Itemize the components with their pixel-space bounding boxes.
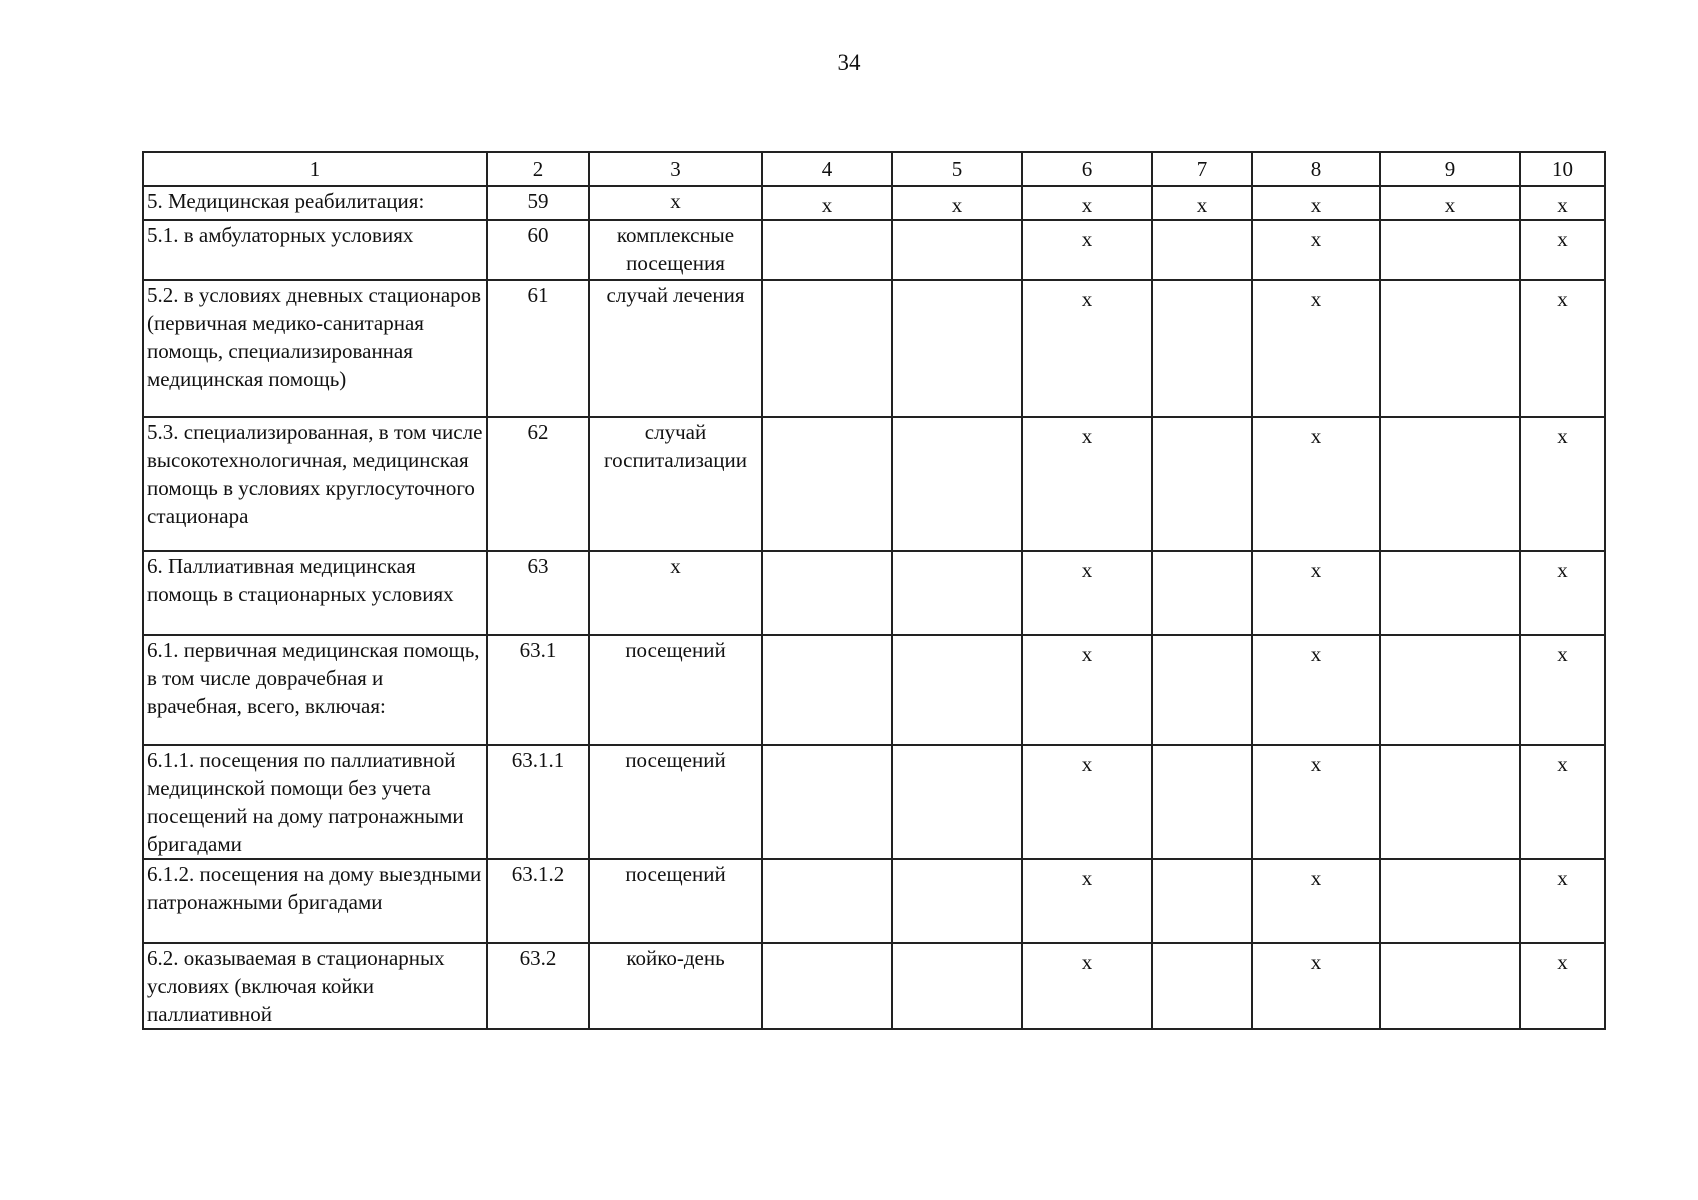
cell-mark: х xyxy=(1081,227,1093,251)
cell-col-6 xyxy=(1022,220,1152,280)
column-number: 2 xyxy=(487,152,589,186)
cell-col-4 xyxy=(762,280,892,417)
table-row xyxy=(143,417,1605,551)
cell-col-5 xyxy=(892,417,1022,551)
row-unit: посещений xyxy=(589,635,762,745)
column-number: 10 xyxy=(1520,152,1605,186)
cell-col-7 xyxy=(1152,859,1252,943)
row-unit: посещений xyxy=(589,745,762,859)
cell-col-8 xyxy=(1252,551,1380,635)
cell-col-10 xyxy=(1520,280,1605,417)
cell-col-4 xyxy=(762,186,892,220)
row-unit: х xyxy=(589,186,762,220)
cell-col-9 xyxy=(1380,859,1520,943)
cell-col-5 xyxy=(892,186,1022,220)
cell-mark: х xyxy=(1081,424,1093,448)
table-row xyxy=(143,635,1605,745)
cell-mark: х xyxy=(1444,193,1456,217)
column-number: 3 xyxy=(589,152,762,186)
cell-mark: х xyxy=(1310,227,1322,251)
row-code: 63.1.2 xyxy=(487,859,589,943)
row-description: 5.3. специализированная, в том числе высокотехнологичная, медицинская помощь в условиях круглосуточного стационара xyxy=(143,417,487,551)
cell-col-7 xyxy=(1152,220,1252,280)
cell-mark: х xyxy=(1557,950,1568,974)
column-number: 5 xyxy=(892,152,1022,186)
cell-col-5 xyxy=(892,943,1022,1029)
cell-col-6 xyxy=(1022,417,1152,551)
cell-col-7 xyxy=(1152,280,1252,417)
cell-mark: х xyxy=(1310,866,1322,890)
cell-col-9 xyxy=(1380,745,1520,859)
row-code: 59 xyxy=(487,186,589,220)
cell-mark: х xyxy=(1310,950,1322,974)
cell-mark: х xyxy=(1196,193,1208,217)
table-row xyxy=(143,186,1605,220)
cell-mark: х xyxy=(1557,424,1568,448)
column-number: 4 xyxy=(762,152,892,186)
cell-col-4 xyxy=(762,220,892,280)
cell-col-6 xyxy=(1022,745,1152,859)
cell-col-10 xyxy=(1520,417,1605,551)
cell-col-9 xyxy=(1380,943,1520,1029)
cell-col-6 xyxy=(1022,280,1152,417)
row-unit: случай лечения xyxy=(589,280,762,417)
cell-col-5 xyxy=(892,280,1022,417)
cell-mark: х xyxy=(1081,642,1093,666)
cell-col-9 xyxy=(1380,220,1520,280)
cell-mark: х xyxy=(1081,193,1093,217)
cell-col-8 xyxy=(1252,745,1380,859)
cell-mark: х xyxy=(1557,287,1568,311)
row-unit: комплексные посещения xyxy=(589,220,762,280)
cell-mark: х xyxy=(1081,866,1093,890)
row-description: 6.1. первичная медицинская помощь, в том числе доврачебная и врачебная, всего, включая: xyxy=(143,635,487,745)
row-description: 6.1.2. посещения на дому выездными патронажными бригадами xyxy=(143,859,487,943)
cell-col-9 xyxy=(1380,280,1520,417)
cell-col-4 xyxy=(762,745,892,859)
cell-col-4 xyxy=(762,635,892,745)
cell-col-10 xyxy=(1520,635,1605,745)
cell-mark: х xyxy=(1557,866,1568,890)
cell-mark: х xyxy=(1557,193,1568,217)
table-header-row xyxy=(143,152,1605,186)
cell-col-6 xyxy=(1022,859,1152,943)
row-code: 63.2 xyxy=(487,943,589,1029)
cell-col-5 xyxy=(892,745,1022,859)
cell-col-7 xyxy=(1152,417,1252,551)
cell-mark: х xyxy=(1081,752,1093,776)
row-code: 62 xyxy=(487,417,589,551)
row-code: 61 xyxy=(487,280,589,417)
table-row xyxy=(143,745,1605,859)
column-number: 6 xyxy=(1022,152,1152,186)
cell-col-5 xyxy=(892,635,1022,745)
cell-mark: х xyxy=(1310,287,1322,311)
cell-col-6 xyxy=(1022,186,1152,220)
cell-col-4 xyxy=(762,551,892,635)
cell-col-4 xyxy=(762,943,892,1029)
cell-col-8 xyxy=(1252,417,1380,551)
cell-mark: х xyxy=(1310,558,1322,582)
cell-col-8 xyxy=(1252,859,1380,943)
cell-mark: х xyxy=(1081,558,1093,582)
column-number: 1 xyxy=(143,152,487,186)
cell-mark: х xyxy=(1557,227,1568,251)
row-description: 5. Медицинская реабилитация: xyxy=(143,186,487,220)
cell-col-10 xyxy=(1520,220,1605,280)
row-code: 63 xyxy=(487,551,589,635)
table-body xyxy=(143,152,1605,1029)
column-number: 9 xyxy=(1380,152,1520,186)
cell-mark: х xyxy=(1310,424,1322,448)
cell-mark: х xyxy=(1310,642,1322,666)
row-code: 63.1 xyxy=(487,635,589,745)
cell-col-7 xyxy=(1152,745,1252,859)
cell-mark: х xyxy=(1310,752,1322,776)
cell-col-7 xyxy=(1152,186,1252,220)
cell-mark: х xyxy=(821,193,833,217)
cell-col-10 xyxy=(1520,745,1605,859)
row-unit: койко-день xyxy=(589,943,762,1029)
cell-col-10 xyxy=(1520,859,1605,943)
cell-col-10 xyxy=(1520,551,1605,635)
table-row xyxy=(143,943,1605,1029)
cell-col-8 xyxy=(1252,186,1380,220)
column-number: 8 xyxy=(1252,152,1380,186)
cell-col-7 xyxy=(1152,551,1252,635)
row-description: 5.1. в амбулаторных условиях xyxy=(143,220,487,280)
cell-mark: х xyxy=(1310,193,1322,217)
cell-col-9 xyxy=(1380,417,1520,551)
cell-col-8 xyxy=(1252,943,1380,1029)
row-unit: посещений xyxy=(589,859,762,943)
cell-col-8 xyxy=(1252,220,1380,280)
row-code: 63.1.1 xyxy=(487,745,589,859)
cell-col-5 xyxy=(892,220,1022,280)
table-row xyxy=(143,280,1605,417)
cell-mark: х xyxy=(1557,752,1568,776)
cell-col-10 xyxy=(1520,186,1605,220)
row-code: 60 xyxy=(487,220,589,280)
cell-mark: х xyxy=(1557,642,1568,666)
cell-mark: х xyxy=(1081,287,1093,311)
cell-mark: х xyxy=(951,193,963,217)
cell-col-5 xyxy=(892,551,1022,635)
cell-mark: х xyxy=(1557,558,1568,582)
cell-col-5 xyxy=(892,859,1022,943)
cell-col-7 xyxy=(1152,943,1252,1029)
cell-col-4 xyxy=(762,417,892,551)
document-table xyxy=(142,151,1606,1030)
row-description: 6. Паллиативная медицинская помощь в стационарных условиях xyxy=(143,551,487,635)
table-row xyxy=(143,220,1605,280)
row-description: 6.2. оказываемая в стационарных условиях (включая койки паллиативной xyxy=(143,943,487,1029)
cell-col-6 xyxy=(1022,551,1152,635)
table-row xyxy=(143,859,1605,943)
row-unit: случай госпитализации xyxy=(589,417,762,551)
page-number: 34 xyxy=(837,50,861,75)
cell-col-9 xyxy=(1380,551,1520,635)
row-description: 5.2. в условиях дневных стационаров (первичная медико-санитарная помощь, специализированная медицинская помощь) xyxy=(143,280,487,417)
cell-col-8 xyxy=(1252,280,1380,417)
cell-col-7 xyxy=(1152,635,1252,745)
cell-col-10 xyxy=(1520,943,1605,1029)
cell-col-8 xyxy=(1252,635,1380,745)
cell-col-6 xyxy=(1022,943,1152,1029)
cell-col-9 xyxy=(1380,186,1520,220)
cell-col-4 xyxy=(762,859,892,943)
cell-col-9 xyxy=(1380,635,1520,745)
column-number: 7 xyxy=(1152,152,1252,186)
cell-col-6 xyxy=(1022,635,1152,745)
row-unit: х xyxy=(589,551,762,635)
table-row xyxy=(143,551,1605,635)
row-description: 6.1.1. посещения по паллиативной медицинской помощи без учета посещений на дому патронажными бригадами xyxy=(143,745,487,859)
cell-mark: х xyxy=(1081,950,1093,974)
